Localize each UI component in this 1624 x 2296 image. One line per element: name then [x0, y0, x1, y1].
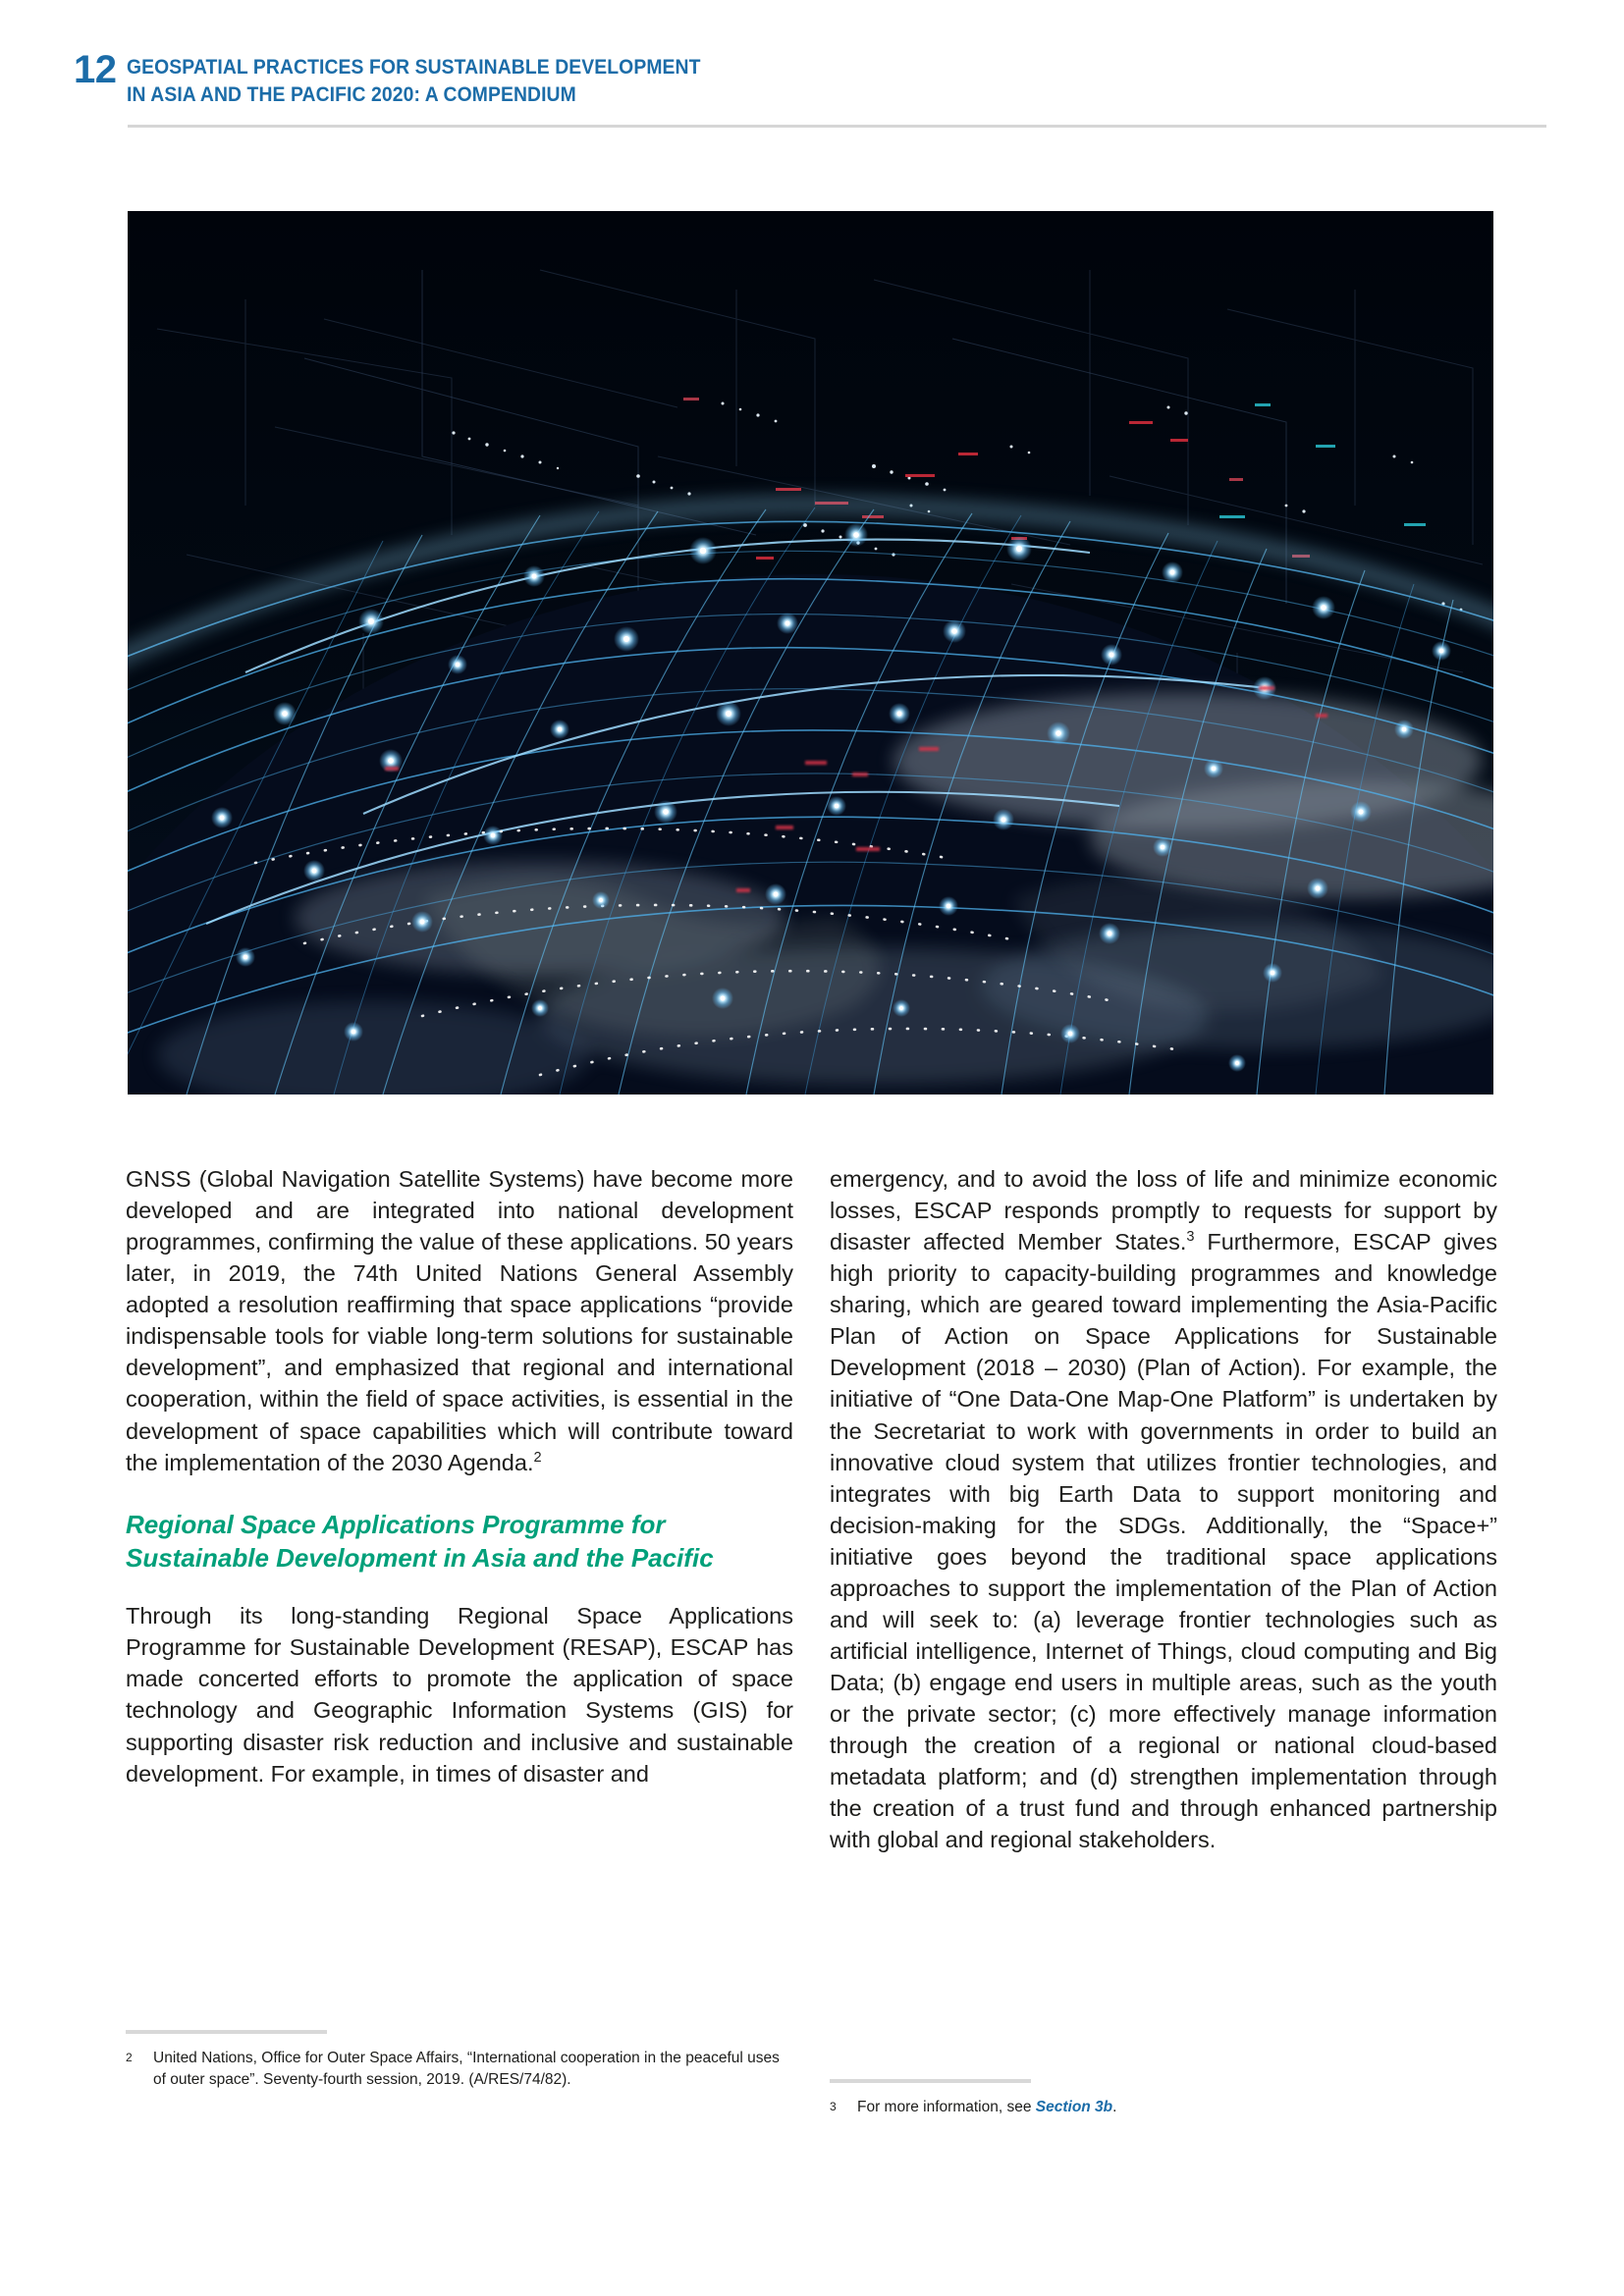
- page-number: 12: [74, 48, 117, 91]
- body-column-left: [126, 1163, 793, 1789]
- footnote-3-section-link[interactable]: Section 3b: [1035, 2099, 1113, 2115]
- footnote-3-text: [857, 2097, 1497, 2118]
- header-divider: [128, 125, 1546, 128]
- footnote-divider-right: [830, 2079, 1031, 2083]
- hero-image-globe-network: [128, 211, 1493, 1095]
- footnote-2-number: 2: [126, 2051, 133, 2064]
- paragraph-resap: Through its long-standing Regional Space Applications Programme for Sustainable Development (RESAP), ESCAP has made concerted efforts to promote the application of space technology and Geographic Information Systems (GIS) for supporting disaster risk reduction and inclusive and sustainable development. For example, in times of disaster and: [126, 1603, 793, 1787]
- footnote-divider-left: [126, 2030, 327, 2034]
- body-column-right: [830, 1163, 1497, 1855]
- page-header: [74, 48, 1546, 108]
- footnote-3-number: 3: [830, 2100, 837, 2113]
- running-head: [127, 51, 764, 108]
- globe-network-illustration: [128, 211, 1493, 1095]
- footnote-marker-3[interactable]: 3: [1186, 1229, 1195, 1246]
- paragraph-gnss-text: GNSS (Global Navigation Satellite Systems) have become more developed and are integrated into national development programmes, confirming the value of these applications. 50 years later, in 2019, the 74th United Nations General Assembly adopted a resolution reaffirming that space applications “provide indispensable tools for viable long-term solutions for sustainable development”, and emphasized that regional and international cooperation, within the field of space activities, is essential in the development of space capabilities which will contribute toward the implementation of the 2030 Agenda.: [126, 1166, 793, 1475]
- footnote-marker-2[interactable]: 2: [533, 1449, 542, 1466]
- footnote-block-left: [126, 2030, 793, 2091]
- paragraph-escap-response: [830, 1163, 1497, 1855]
- section-heading-resap: Regional Space Applications Programme for Sustainable Development in Asia and the Pacific: [126, 1509, 714, 1573]
- paragraph-escap-part-1: emergency, and to avoid the loss of life and minimize economic losses, ESCAP responds promptly to requests for support by disaster affected Member States.: [830, 1166, 1497, 1255]
- footnote-2-text: United Nations, Office for Outer Space Affairs, “International cooperation in the peaceful uses of outer space”. Seventy-fourth session, 2019. (A/RES/74/82).: [153, 2050, 780, 2088]
- running-head-line-2: IN ASIA AND THE PACIFIC 2020: A COMPENDIUM: [127, 81, 576, 106]
- footnote-block-right: [830, 2079, 1497, 2118]
- footnote-2: [126, 2048, 793, 2091]
- footnote-3: [830, 2097, 1497, 2118]
- footnote-3-suffix: .: [1112, 2099, 1117, 2115]
- paragraph-escap-part-2: Furthermore, ESCAP gives high priority to capacity-building programmes and knowledge sharing, which are geared toward implementing the Asia-Pacific Plan of Action on Space Applications for Sustainable Development (2018 – 2030) (Plan of Action). For example, the initiative of “One Data-One Map-One Platform” is undertaken by the Secretariat to work with governments in order to build an innovative cloud system that utilizes frontier technologies, and integrates with big Earth Data to support monitoring and decision-making for the SDGs. Additionally, the “Space+” initiative goes beyond the traditional space applications approaches to support the implementation of the Plan of Action and will seek to: (a) leverage frontier technologies such as artificial intelligence, Internet of Things, cloud computing and Big Data; (b) engage end users in multiple areas, such as the youth or the private sector; (c) more effectively manage information through the creation of a regional or national cloud-based metadata platform; and (d) strengthen implementation through the creation of a trust fund and through enhanced partnership with global and regional stakeholders.: [830, 1229, 1497, 1853]
- running-head-line-1: GEOSPATIAL PRACTICES FOR SUSTAINABLE DEVELOPMENT: [127, 55, 701, 79]
- paragraph-gnss: [126, 1163, 793, 1478]
- footnote-3-prefix: For more information, see: [857, 2099, 1036, 2115]
